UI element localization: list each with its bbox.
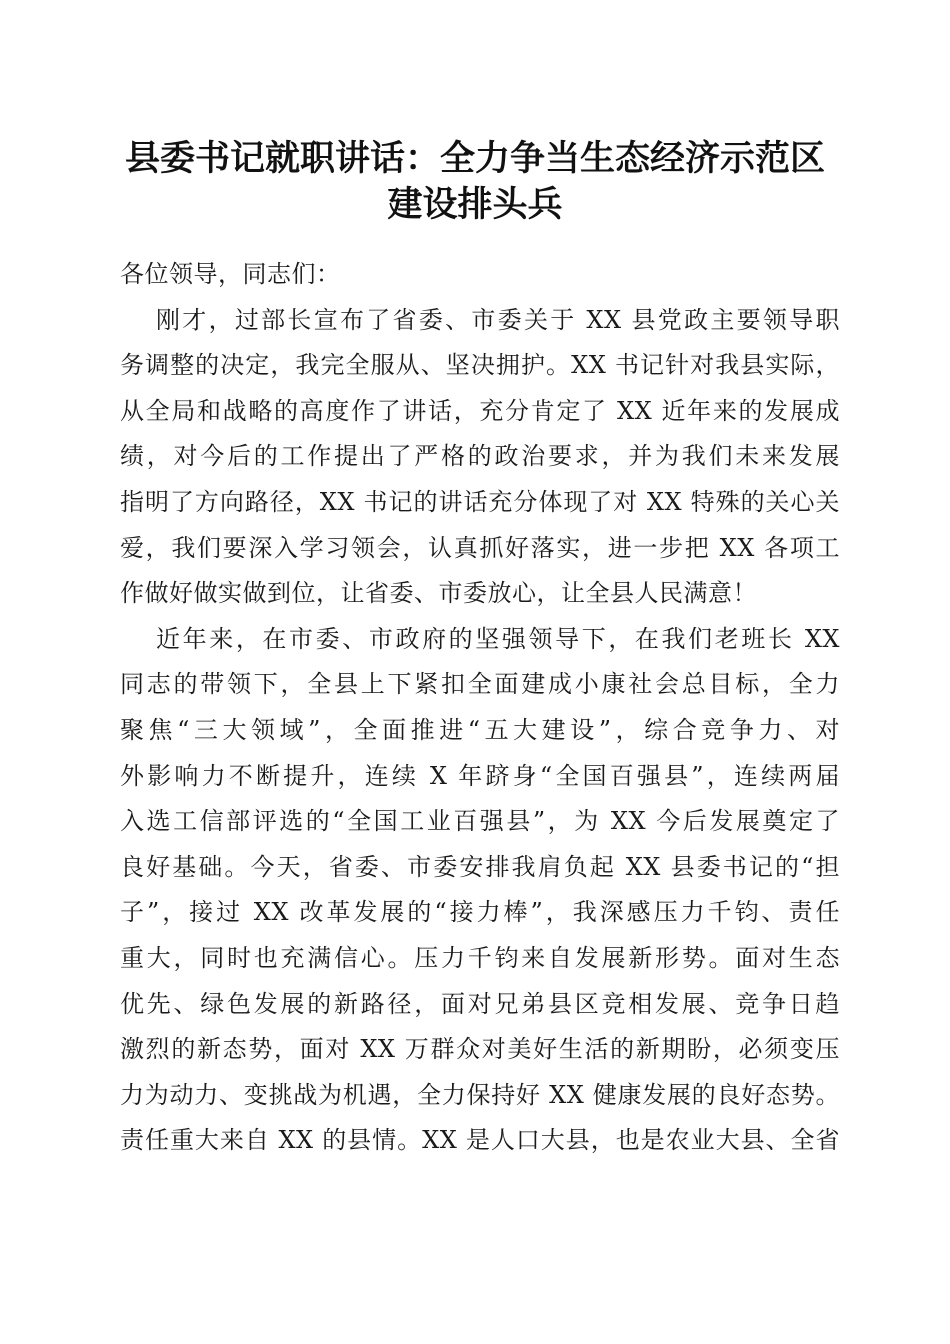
paragraph-line: 同志的带领下，全县上下紧扣全面建成小康社会总目标，全力 [120,670,840,699]
paragraph-line: 力为动力、变挑战为机遇，全力保持好 XX 健康发展的良好态势。 [120,1080,840,1109]
paragraph-line: 务调整的决定，我完全服从、坚决拥护。XX 书记针对我县实际， [120,351,840,380]
paragraph-line: 子”，接过 XX 改革发展的“接力棒”，我深感压力千钧、责任 [120,898,840,927]
paragraph-line: 入选工信部评选的“全国工业百强县”，为 XX 今后发展奠定了 [120,807,840,836]
salutation: 各位领导，同志们： [120,260,341,288]
paragraph-line: 责任重大来自 XX 的县情。XX 是人口大县，也是农业大县、全省 [120,1126,840,1155]
paragraph-line: 优先、绿色发展的新路径，面对兄弟县区竞相发展、竞争日趋 [120,989,840,1018]
paragraph-line: 刚才，过部长宣布了省委、市委关于 XX 县党政主要领导职 [156,305,840,334]
paragraph-line: 重大，同时也充满信心。压力千钧来自发展新形势。面对生态 [120,943,840,972]
paragraph-line: 外影响力不断提升，连续 X 年跻身“全国百强县”，连续两届 [120,761,840,790]
paragraph-line: 作做好做实做到位，让省委、市委放心，让全县人民满意！ [120,579,757,608]
paragraph-2 [120,617,840,1164]
paragraph-line: 指明了方向路径，XX 书记的讲话充分体现了对 XX 特殊的关心关 [120,487,840,516]
document-body [120,252,840,1164]
paragraph-1 [120,298,840,617]
paragraph-line: 从全局和战略的高度作了讲话，充分肯定了 XX 近年来的发展成 [120,396,840,425]
paragraph-line: 近年来，在市委、市政府的坚强领导下，在我们老班长 XX [156,624,840,653]
paragraph-line: 聚焦“三大领域”，全面推进“五大建设”，综合竞争力、对 [120,715,840,744]
document-title-line-1: 县委书记就职讲话：全力争当生态经济示范区 [124,138,825,179]
paragraph-line: 绩，对今后的工作提出了严格的政治要求，并为我们未来发展 [120,442,840,471]
paragraph-line: 良好基础。今天，省委、市委安排我肩负起 XX 县委书记的“担 [120,852,840,881]
document-title-line-2: 建设排头兵 [387,184,563,225]
paragraph-line: 激烈的新态势，面对 XX 万群众对美好生活的新期盼，必须变压 [120,1035,840,1064]
paragraph-line: 爱，我们要深入学习领会，认真抓好落实，进一步把 XX 各项工 [120,533,840,562]
